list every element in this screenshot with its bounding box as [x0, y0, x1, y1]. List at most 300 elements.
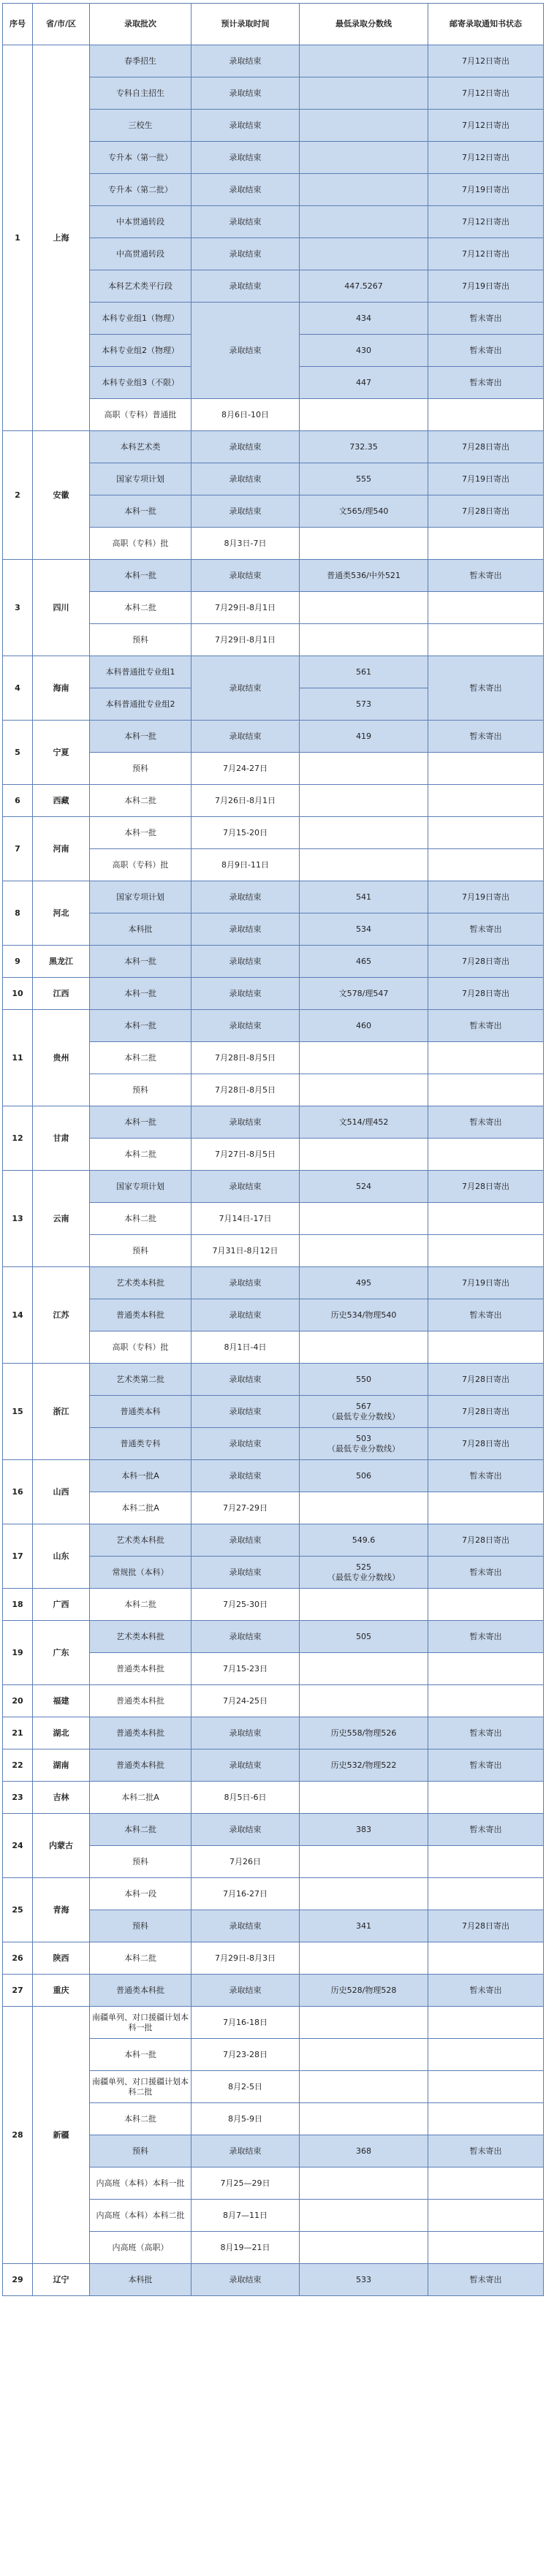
cell-index: 27	[3, 1975, 33, 2007]
cell-notice-status: 暂未寄出	[428, 1749, 544, 1782]
cell-batch: 本科专业组1（物理）	[90, 303, 192, 335]
cell-admission-time: 7月15-20日	[192, 817, 300, 849]
cell-min-score	[300, 2039, 428, 2071]
cell-batch: 预科	[90, 1235, 192, 1267]
cell-notice-status	[428, 1139, 544, 1171]
cell-admission-time: 7月24-25日	[192, 1685, 300, 1717]
cell-batch: 本科二批	[90, 1042, 192, 1074]
cell-admission-time: 录取结束	[192, 1428, 300, 1460]
cell-notice-status: 暂未寄出	[428, 1975, 544, 2007]
cell-notice-status	[428, 2007, 544, 2039]
cell-province: 云南	[33, 1171, 90, 1267]
cell-min-score: 555	[300, 463, 428, 495]
cell-batch: 高职（专科）批	[90, 1331, 192, 1364]
cell-index: 1	[3, 45, 33, 431]
cell-batch: 本科一批A	[90, 1460, 192, 1492]
cell-notice-status: 7月28日寄出	[428, 1364, 544, 1396]
cell-batch: 预科	[90, 753, 192, 785]
cell-admission-time: 7月15-23日	[192, 1653, 300, 1685]
cell-batch: 普通类本科批	[90, 1749, 192, 1782]
cell-notice-status	[428, 1942, 544, 1975]
cell-min-score	[300, 77, 428, 110]
cell-notice-status: 7月28日寄出	[428, 1910, 544, 1942]
cell-admission-time: 录取结束	[192, 946, 300, 978]
cell-admission-time: 8月5日-6日	[192, 1782, 300, 1814]
cell-admission-time: 7月29日-8月1日	[192, 624, 300, 656]
cell-index: 8	[3, 881, 33, 946]
cell-notice-status	[428, 592, 544, 624]
cell-min-score	[300, 528, 428, 560]
cell-notice-status: 7月12日寄出	[428, 110, 544, 142]
cell-notice-status: 7月12日寄出	[428, 142, 544, 174]
cell-batch: 普通类本科批	[90, 1717, 192, 1749]
cell-index: 19	[3, 1621, 33, 1685]
cell-admission-time: 7月16-18日	[192, 2007, 300, 2039]
table-row	[3, 881, 544, 913]
table-row	[3, 1749, 544, 1782]
cell-notice-status	[428, 753, 544, 785]
cell-min-score: 550	[300, 1364, 428, 1396]
cell-min-score	[300, 1782, 428, 1814]
cell-notice-status: 7月28日寄出	[428, 1171, 544, 1203]
cell-min-score: 732.35	[300, 431, 428, 463]
cell-admission-time: 7月29日-8月3日	[192, 1942, 300, 1975]
table-row	[3, 1364, 544, 1396]
cell-index: 12	[3, 1106, 33, 1171]
cell-notice-status: 暂未寄出	[428, 303, 544, 335]
cell-notice-status: 7月28日寄出	[428, 1524, 544, 1557]
cell-province: 贵州	[33, 1010, 90, 1106]
cell-min-score: 历史558/物理526	[300, 1717, 428, 1749]
cell-notice-status	[428, 785, 544, 817]
cell-index: 13	[3, 1171, 33, 1267]
cell-province: 宁夏	[33, 721, 90, 785]
table-row	[3, 1267, 544, 1299]
cell-notice-status	[428, 2103, 544, 2135]
cell-admission-time: 7月25-30日	[192, 1589, 300, 1621]
cell-min-score: 549.6	[300, 1524, 428, 1557]
cell-batch: 本科一段	[90, 1878, 192, 1910]
cell-admission-time: 本科专业组2（物理）	[90, 335, 192, 367]
cell-index: 18	[3, 1589, 33, 1621]
cell-province: 青海	[33, 1878, 90, 1942]
cell-index: 10	[3, 978, 33, 1010]
table-row	[3, 1460, 544, 1492]
cell-min-score: 567 （最低专业分数线）	[300, 1396, 428, 1428]
cell-min-score: 561	[300, 656, 428, 688]
cell-notice-status	[428, 2167, 544, 2200]
cell-admission-time: 录取结束	[192, 978, 300, 1010]
table-row	[3, 560, 544, 592]
cell-admission-time: 录取结束	[192, 206, 300, 238]
cell-admission-time: 录取结束	[192, 656, 300, 721]
cell-min-score	[300, 45, 428, 77]
cell-admission-time: 录取结束	[192, 77, 300, 110]
cell-notice-status	[428, 1589, 544, 1621]
cell-batch: 内高班（高职）	[90, 2232, 192, 2264]
table-row	[3, 1942, 544, 1975]
cell-province: 山西	[33, 1460, 90, 1524]
cell-min-score: 525 （最低专业分数线）	[300, 1557, 428, 1589]
cell-batch: 本科普通批专业组1	[90, 656, 192, 688]
cell-min-score	[300, 849, 428, 881]
cell-min-score: 460	[300, 1010, 428, 1042]
cell-batch: 本科一批	[90, 2039, 192, 2071]
cell-batch: 预科	[90, 624, 192, 656]
cell-batch: 预科	[90, 1846, 192, 1878]
cell-min-score	[300, 174, 428, 206]
cell-batch: 专升本（第二批）	[90, 174, 192, 206]
cell-min-score	[300, 1139, 428, 1171]
cell-min-score: 383	[300, 1814, 428, 1846]
table-row	[3, 1010, 544, 1042]
cell-batch: 本科一批	[90, 1106, 192, 1139]
cell-min-score	[300, 1074, 428, 1106]
cell-index: 24	[3, 1814, 33, 1878]
cell-notice-status: 暂未寄出	[428, 1299, 544, 1331]
cell-province: 甘肃	[33, 1106, 90, 1171]
cell-min-score: 430	[300, 335, 428, 367]
cell-index: 9	[3, 946, 33, 978]
cell-batch: 普通类本科批	[90, 1975, 192, 2007]
cell-notice-status: 573	[300, 688, 428, 721]
cell-notice-status: 7月19日寄出	[428, 881, 544, 913]
cell-notice-status	[428, 528, 544, 560]
cell-admission-time: 8月5-9日	[192, 2103, 300, 2135]
cell-batch: 预科	[90, 2135, 192, 2167]
cell-batch: 国家专项计划	[90, 881, 192, 913]
cell-min-score	[300, 1653, 428, 1685]
cell-min-score: 533	[300, 2264, 428, 2296]
cell-admission-time: 录取结束	[192, 45, 300, 77]
cell-notice-status: 暂未寄出	[428, 1010, 544, 1042]
cell-min-score	[300, 2103, 428, 2135]
cell-notice-status: 暂未寄出	[428, 1460, 544, 1492]
cell-notice-status: 暂未寄出	[428, 560, 544, 592]
cell-admission-time: 录取结束	[192, 1299, 300, 1331]
cell-index: 6	[3, 785, 33, 817]
cell-admission-time: 录取结束	[192, 1010, 300, 1042]
header-batch: 录取批次	[90, 4, 192, 45]
cell-min-score	[300, 399, 428, 431]
cell-index: 22	[3, 1749, 33, 1782]
table-row	[3, 1589, 544, 1621]
cell-batch: 本科二批	[90, 1814, 192, 1846]
cell-admission-time: 7月26日	[192, 1846, 300, 1878]
cell-min-score	[300, 1235, 428, 1267]
cell-notice-status: 暂未寄出	[428, 1621, 544, 1653]
cell-notice-status: 7月28日寄出	[428, 978, 544, 1010]
cell-batch: 本科一批	[90, 560, 192, 592]
cell-admission-time: 录取结束	[192, 1749, 300, 1782]
cell-admission-time: 录取结束	[192, 1364, 300, 1396]
cell-notice-status	[428, 399, 544, 431]
cell-batch: 国家专项计划	[90, 463, 192, 495]
cell-batch: 本科批	[90, 2264, 192, 2296]
cell-notice-status: 暂未寄出	[428, 1717, 544, 1749]
cell-admission-time: 7月31日-8月12日	[192, 1235, 300, 1267]
cell-notice-status	[428, 849, 544, 881]
cell-batch: 高职（专科）普通批	[90, 399, 192, 431]
cell-admission-time: 7月27日-8月5日	[192, 1139, 300, 1171]
cell-province: 浙江	[33, 1364, 90, 1460]
table-row	[3, 946, 544, 978]
cell-notice-status	[428, 817, 544, 849]
cell-batch: 普通类本科批	[90, 1653, 192, 1685]
cell-index: 3	[3, 560, 33, 656]
cell-notice-status: 暂未寄出	[428, 1814, 544, 1846]
cell-index: 28	[3, 2007, 33, 2264]
cell-batch: 本科二批	[90, 1589, 192, 1621]
cell-notice-status	[428, 1042, 544, 1074]
cell-batch: 本科二批A	[90, 1492, 192, 1524]
cell-province: 陕西	[33, 1942, 90, 1975]
cell-admission-time: 录取结束	[192, 1910, 300, 1942]
cell-batch: 内高班（本科）本科二批	[90, 2200, 192, 2232]
cell-min-score	[300, 1846, 428, 1878]
cell-min-score	[300, 1203, 428, 1235]
cell-batch: 高职（专科）批	[90, 528, 192, 560]
cell-min-score	[300, 785, 428, 817]
cell-min-score: 541	[300, 881, 428, 913]
cell-batch: 本科二批	[90, 785, 192, 817]
table-row	[3, 2264, 544, 2296]
cell-notice-status: 暂未寄出	[428, 2135, 544, 2167]
cell-batch: 本科一批	[90, 495, 192, 528]
cell-notice-status: 7月19日寄出	[428, 463, 544, 495]
cell-batch: 本科二批	[90, 2103, 192, 2135]
cell-notice-status	[428, 1492, 544, 1524]
cell-min-score	[300, 624, 428, 656]
cell-notice-status: 7月12日寄出	[428, 77, 544, 110]
cell-admission-time: 录取结束	[192, 238, 300, 270]
cell-province: 福建	[33, 1685, 90, 1717]
table-row	[3, 1171, 544, 1203]
cell-batch: 本科一批	[90, 978, 192, 1010]
table-row	[3, 1106, 544, 1139]
cell-province: 广西	[33, 1589, 90, 1621]
cell-batch: 本科一批	[90, 1010, 192, 1042]
cell-admission-time: 本科专业组3（不限）	[90, 367, 192, 399]
cell-min-score	[300, 753, 428, 785]
cell-admission-time: 8月6日-10日	[192, 399, 300, 431]
table-row	[3, 1524, 544, 1557]
cell-min-score: 历史528/物理528	[300, 1975, 428, 2007]
cell-min-score: 503 （最低专业分数线）	[300, 1428, 428, 1460]
cell-admission-time: 录取结束	[192, 1621, 300, 1653]
cell-batch: 本科二批	[90, 1139, 192, 1171]
cell-batch: 本科二批	[90, 1942, 192, 1975]
cell-batch: 中高贯通转段	[90, 238, 192, 270]
cell-batch: 本科二批	[90, 592, 192, 624]
cell-notice-status	[428, 624, 544, 656]
cell-batch: 三校生	[90, 110, 192, 142]
cell-min-score	[300, 1331, 428, 1364]
cell-batch: 南疆单列、对口援疆计划本科一批	[90, 2007, 192, 2039]
cell-batch: 本科批	[90, 913, 192, 946]
cell-admission-time: 8月7—11日	[192, 2200, 300, 2232]
cell-index: 11	[3, 1010, 33, 1106]
cell-batch: 常规批（本科）	[90, 1557, 192, 1589]
cell-admission-time: 录取结束	[192, 2135, 300, 2167]
cell-notice-status: 7月28日寄出	[428, 431, 544, 463]
cell-min-score: 447	[300, 367, 428, 399]
cell-province: 江西	[33, 978, 90, 1010]
cell-province: 黑龙江	[33, 946, 90, 978]
cell-notice-status: 暂未寄出	[428, 1557, 544, 1589]
cell-min-score: 495	[300, 1267, 428, 1299]
cell-admission-time: 录取结束	[192, 1557, 300, 1589]
cell-admission-time: 录取结束	[192, 1267, 300, 1299]
cell-notice-status: 7月12日寄出	[428, 238, 544, 270]
cell-admission-time: 录取结束	[192, 463, 300, 495]
cell-notice-status: 7月28日寄出	[428, 1428, 544, 1460]
cell-min-score: 文565/理540	[300, 495, 428, 528]
cell-admission-time: 录取结束	[192, 1171, 300, 1203]
cell-province: 海南	[33, 656, 90, 721]
cell-batch: 普通类本科	[90, 1396, 192, 1428]
cell-min-score: 本科普通批专业组2	[90, 688, 192, 721]
cell-admission-time: 录取结束	[192, 1814, 300, 1846]
cell-admission-time: 录取结束	[192, 110, 300, 142]
cell-admission-time: 录取结束	[192, 495, 300, 528]
cell-notice-status	[428, 1331, 544, 1364]
cell-notice-status	[428, 1653, 544, 1685]
cell-index: 16	[3, 1460, 33, 1524]
cell-min-score: 534	[300, 913, 428, 946]
header-index: 序号	[3, 4, 33, 45]
cell-notice-status: 7月19日寄出	[428, 270, 544, 303]
cell-admission-time: 录取结束	[192, 174, 300, 206]
cell-batch: 本科一批	[90, 721, 192, 753]
table-row	[3, 817, 544, 849]
table-row	[3, 431, 544, 463]
cell-province: 安徽	[33, 431, 90, 560]
cell-notice-status	[428, 1685, 544, 1717]
cell-province: 西藏	[33, 785, 90, 817]
cell-min-score: 419	[300, 721, 428, 753]
cell-admission-time: 8月3日-7日	[192, 528, 300, 560]
cell-batch: 预科	[90, 1074, 192, 1106]
cell-notice-status	[428, 1846, 544, 1878]
cell-notice-status: 7月12日寄出	[428, 45, 544, 77]
cell-province: 湖南	[33, 1749, 90, 1782]
cell-notice-status: 7月19日寄出	[428, 1267, 544, 1299]
cell-province: 河南	[33, 817, 90, 881]
cell-min-score: 历史534/物理540	[300, 1299, 428, 1331]
cell-min-score: 文514/理452	[300, 1106, 428, 1139]
cell-min-score	[300, 1878, 428, 1910]
cell-admission-time: 7月26日-8月1日	[192, 785, 300, 817]
cell-admission-time: 录取结束	[192, 1524, 300, 1557]
cell-notice-status: 暂未寄出	[428, 913, 544, 946]
cell-min-score	[300, 817, 428, 849]
header-admission-time: 预计录取时间	[192, 4, 300, 45]
cell-notice-status	[428, 2039, 544, 2071]
cell-batch: 专科自主招生	[90, 77, 192, 110]
cell-admission-time: 7月27-29日	[192, 1492, 300, 1524]
cell-province: 江苏	[33, 1267, 90, 1364]
cell-admission-time: 8月9日-11日	[192, 849, 300, 881]
cell-min-score	[300, 142, 428, 174]
cell-min-score	[300, 1589, 428, 1621]
cell-province: 上海	[33, 45, 90, 431]
cell-index: 4	[3, 656, 33, 721]
table-row	[3, 1685, 544, 1717]
cell-notice-status: 7月12日寄出	[428, 206, 544, 238]
cell-notice-status: 暂未寄出	[428, 721, 544, 753]
cell-index: 7	[3, 817, 33, 881]
table-row	[3, 2007, 544, 2039]
cell-notice-status	[428, 1203, 544, 1235]
cell-notice-status: 7月28日寄出	[428, 495, 544, 528]
cell-notice-status	[428, 1782, 544, 1814]
cell-index: 14	[3, 1267, 33, 1364]
cell-admission-time: 录取结束	[192, 431, 300, 463]
cell-min-score	[300, 2071, 428, 2103]
cell-admission-time: 7月14日-17日	[192, 1203, 300, 1235]
cell-province: 辽宁	[33, 2264, 90, 2296]
cell-admission-time: 录取结束	[192, 881, 300, 913]
cell-index: 17	[3, 1524, 33, 1589]
cell-min-score: 505	[300, 1621, 428, 1653]
header-row	[3, 4, 544, 45]
cell-batch: 艺术类本科批	[90, 1267, 192, 1299]
cell-admission-time: 录取结束	[192, 1106, 300, 1139]
cell-notice-status: 暂未寄出	[428, 335, 544, 367]
cell-admission-time: 录取结束	[192, 1975, 300, 2007]
table-row	[3, 1621, 544, 1653]
cell-min-score: 文578/理547	[300, 978, 428, 1010]
cell-province: 重庆	[33, 1975, 90, 2007]
cell-notice-status: 暂未寄出	[428, 1106, 544, 1139]
cell-notice-status	[428, 1878, 544, 1910]
cell-min-score: 普通类536/中外521	[300, 560, 428, 592]
cell-province: 广东	[33, 1621, 90, 1685]
cell-admission-time: 7月28日-8月5日	[192, 1074, 300, 1106]
table-row	[3, 1717, 544, 1749]
cell-batch: 本科一批	[90, 946, 192, 978]
cell-index: 5	[3, 721, 33, 785]
cell-batch: 中本贯通转段	[90, 206, 192, 238]
table-row	[3, 1878, 544, 1910]
cell-province: 河北	[33, 881, 90, 946]
cell-notice-status: 暂未寄出	[428, 2264, 544, 2296]
cell-min-score	[300, 592, 428, 624]
cell-admission-time: 7月16-27日	[192, 1878, 300, 1910]
cell-min-score: 341	[300, 1910, 428, 1942]
cell-min-score	[300, 2200, 428, 2232]
cell-index: 25	[3, 1878, 33, 1942]
cell-batch: 本科二批A	[90, 1782, 192, 1814]
cell-min-score: 447.5267	[300, 270, 428, 303]
cell-admission-time: 录取结束	[192, 142, 300, 174]
cell-province: 山东	[33, 1524, 90, 1589]
cell-admission-time: 录取结束	[192, 721, 300, 753]
cell-index: 23	[3, 1782, 33, 1814]
cell-batch: 春季招生	[90, 45, 192, 77]
cell-batch: 本科二批	[90, 1203, 192, 1235]
cell-batch: 本科一批	[90, 817, 192, 849]
cell-notice-status	[428, 1074, 544, 1106]
cell-admission-time: 7月25—29日	[192, 2167, 300, 2200]
cell-admission-time: 录取结束	[192, 1460, 300, 1492]
table-header	[3, 4, 544, 45]
table-row	[3, 656, 544, 688]
cell-notice-status: 7月28日寄出	[428, 1396, 544, 1428]
cell-batch: 预科	[90, 1910, 192, 1942]
table-body	[3, 45, 544, 2296]
